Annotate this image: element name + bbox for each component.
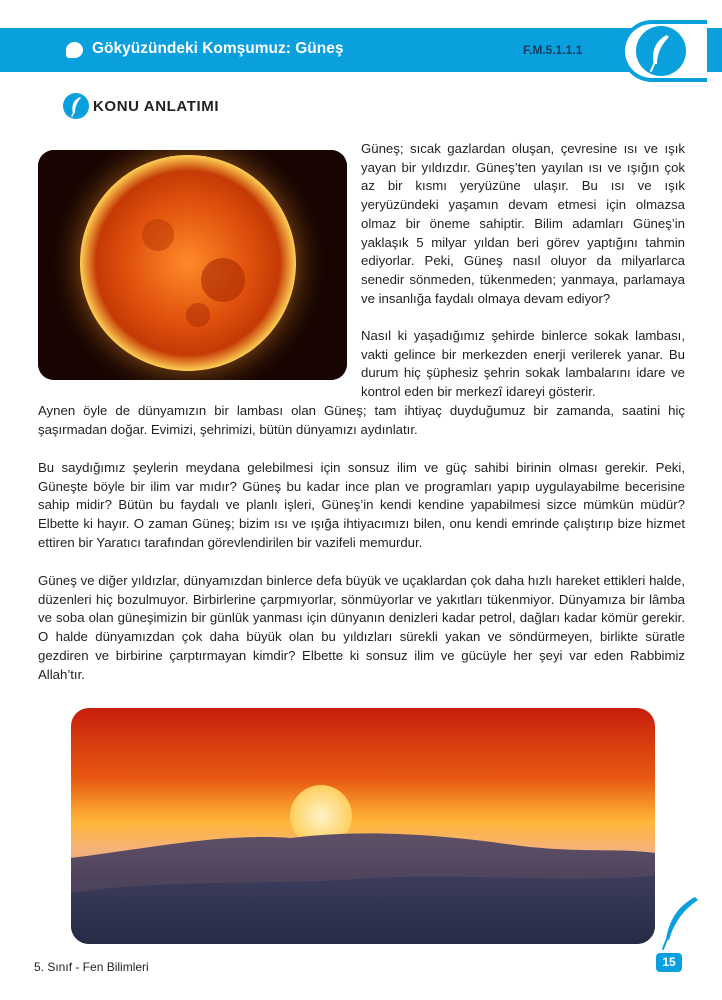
curriculum-code: F.M.5.1.1.1 <box>523 43 583 57</box>
paragraph-stars: Güneş ve diğer yıldızlar, dünyamızdan binlerce defa büyük ve uçaklardan çok daha hızlı hareket ettikleri halde, düzenleri hiç bozulmuyor. Birbirlerine çarpmıyorlar, sönmüyorlar ve yakıtları tükenmiyor. Dünyamıza bir lâmba ve soba olan güneşimizin bir günlük yanması için dünyanın denizleri kadar petrol, dağları kadar kömür gerekir. O halde dünyamızdan çok daha büyük olan bu yıldızları sürekli yakan ve söndürmeyen, birlikte süratle gezdiren ve birbirine çarptırmayan kimdir? Elbette ki sonsuz ilim ve gücüyle her şeyi var eden Rabbimiz Allah’tır. <box>38 573 685 682</box>
section-title: KONU ANLATIMI <box>93 98 220 115</box>
paragraph-creator: Bu saydığımız şeylerin meydana gelebilmesi için sonsuz ilim ve güç sahibi birinin olması gerekir. Peki, Güneşte böyle bir ilim var mıdır? Güneş bu kadar ince plan ve programları yapıp uygulayabilme becerisine sahip midir? Bütün bu faydalı ve planlı işleri, Güneş’in kendi kendine yapabilmesi sizce mümkün müdür? Elbette ki hayır. O zaman Güneş; bizim ısı ve ışığa ihtiyacımızı bilen, onu kendi emrinde çalıştırıp bize hizmet ettiren bir Yaratıcı tarafından görevlendirilen bir vazifeli memurdur. <box>38 460 685 550</box>
speech-bubble-icon <box>66 42 83 58</box>
header-bar <box>0 28 722 72</box>
paragraph-intro: Güneş; sıcak gazlardan oluşan, çevresine ısı ve ışık yayan bir yıldızdır. Güneş’ten yayılan ısı ve ışığın çok az bir kısmı yeryüzüne ulaşır. Bu ısı ve ışık yeryüzündeki yaşamın devam etmesi için olmazsa olmaz bir öneme sahiptir. Bilim adamları Güneş’in yaklaşık 5 milyar yıldan beri görev yaptığını tahmin ediyorlar. Peki, Güneş nasıl oluyor da milyarlarca senedir sönmeden, tükenmeden; yanmaya, parlamaya ve insanlığa faydalı olmaya devam ediyor? <box>361 141 685 306</box>
feather-badge <box>636 26 686 76</box>
paragraph-street-lamps: Nasıl ki yaşadığımız şehirde binlerce sokak lambası, vakti gelince bir merkezden enerji verilerek yanar. Bu durum hiç şüphesiz şehrin sokak lambalarını idare ve kontrol eden bir merkezî idareyi gösterir. <box>361 328 685 400</box>
quill-inkpot-icon <box>640 895 702 955</box>
sun-photo <box>38 150 347 380</box>
sunset-photo <box>71 708 655 944</box>
page-number: 15 <box>656 953 682 972</box>
page-title: Gökyüzündeki Komşumuz: Güneş <box>92 40 344 57</box>
footer-label: 5. Sınıf - Fen Bilimleri <box>34 960 149 974</box>
feather-icon <box>636 26 686 76</box>
paragraph-sunrise: Aynen öyle de dünyamızın bir lambası olan Güneş; tam ihtiyaç duyduğumuz bir zamanda, saatini hiç şaşırmadan doğar. Evimizi, şehrimizi, bütün dünyamızı aydınlatır. <box>38 403 685 437</box>
feather-icon <box>63 93 89 119</box>
